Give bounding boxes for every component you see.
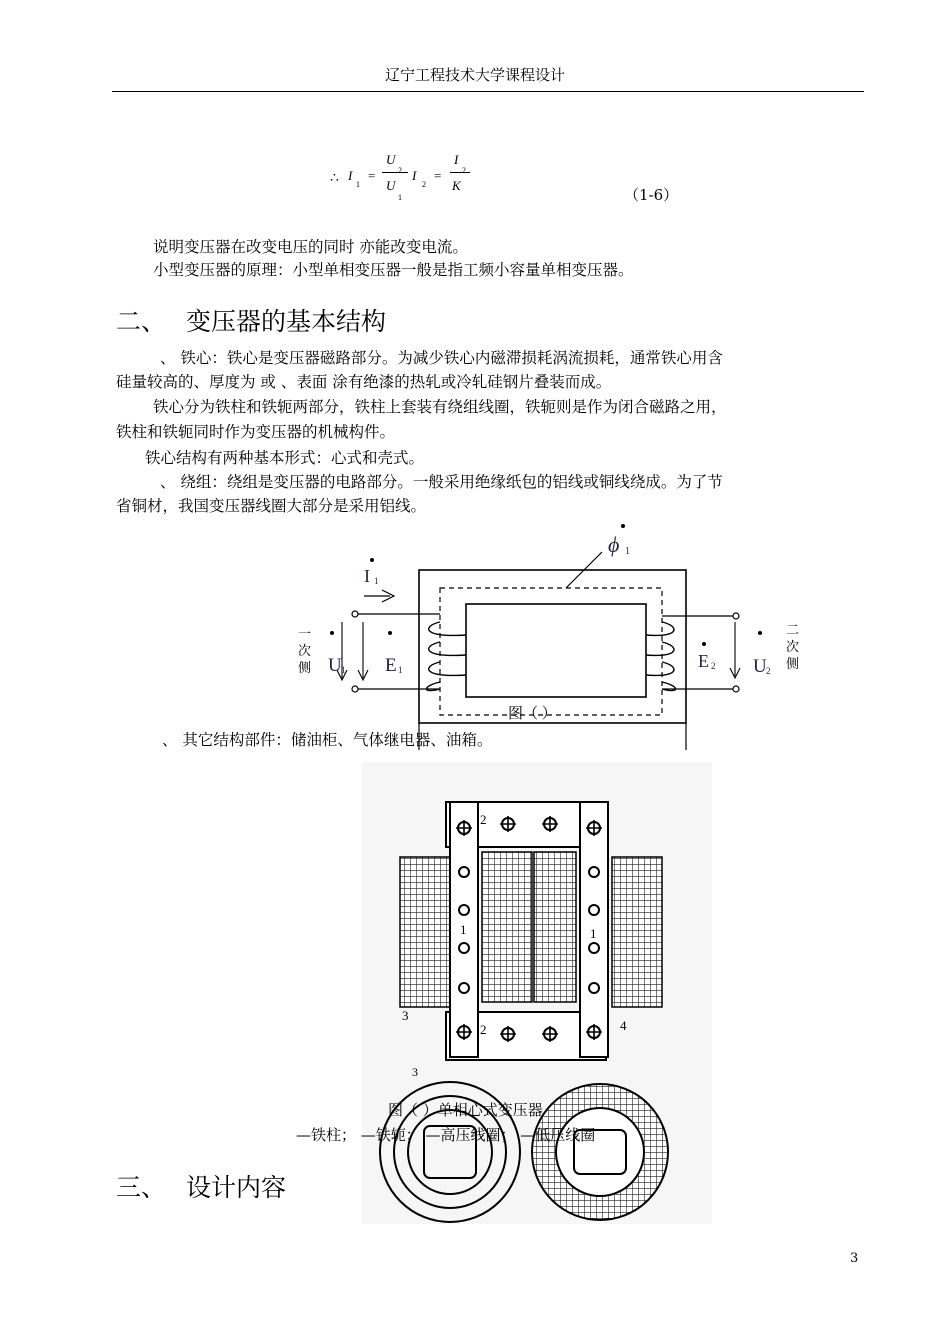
- e2-label: E: [698, 651, 709, 671]
- formula-u1-sub: 1: [398, 193, 402, 202]
- core-paragraph-line-1: 、 铁心：铁心是变压器磁路部分。为减少铁心内磁滞损耗涡流损耗，通常铁心用含: [160, 349, 723, 367]
- formula-i2: I: [412, 168, 417, 183]
- primary-side-char-2: 次: [298, 643, 312, 658]
- middle-right-winding: [534, 852, 576, 1002]
- core-forms-line: 铁心结构有两种基本形式：心式和壳式。: [145, 449, 425, 467]
- running-header: 辽宁工程技术大学课程设计: [384, 66, 565, 84]
- figure2-caption-2: —铁柱； —铁轭； —高压线圈； —低压线圈: [296, 1126, 596, 1144]
- formula-eq2: =: [434, 168, 442, 183]
- core-paragraph-line-4: 铁柱和铁轭同时作为变压器的机械构件。: [116, 423, 396, 441]
- i1-sub: 1: [374, 576, 379, 586]
- secondary-terminal-bottom: [733, 686, 739, 692]
- equation-number: （1-6）: [624, 186, 679, 204]
- formula-u1: U: [386, 178, 396, 193]
- u1-label: U: [328, 655, 342, 676]
- u2-label: U: [753, 656, 767, 677]
- left-outer-winding: [400, 857, 450, 1007]
- label-2-top: 2: [480, 812, 487, 827]
- u2-sub: 2: [766, 666, 771, 676]
- primary-coil: [427, 622, 467, 691]
- secondary-side-char-1: 二: [786, 622, 800, 637]
- primary-side-char-3: 侧: [298, 660, 312, 675]
- label-2-bottom: 2: [480, 1022, 487, 1037]
- phi-label: ϕ: [608, 532, 620, 557]
- phi-dot: [621, 524, 625, 528]
- section-2-number: 二、: [116, 307, 167, 336]
- fraction-bar-2: [450, 172, 470, 173]
- primary-side-char-1: 一: [298, 626, 312, 641]
- formula-i2-sub: 2: [422, 180, 426, 189]
- formula-1-6: [326, 148, 506, 204]
- primary-terminal-bottom: [352, 686, 358, 692]
- formula-i1-sub: 1: [356, 180, 360, 189]
- core-paragraph-line-2: 硅量较高的、厚度为 或 、表面 涂有绝漆的热轧或冷轧硅钢片叠装而成。: [116, 373, 612, 391]
- other-parts-line: 、 其它结构部件：储油柜、气体继电器、油箱。: [162, 731, 493, 749]
- label-3-bottom: 3: [412, 1065, 418, 1079]
- core-transformer-figure: [362, 762, 712, 1224]
- section-2-title: 变压器的基本结构: [186, 307, 387, 336]
- e1-sub: 1: [398, 665, 403, 675]
- core-paragraph-line-3: 铁心分为铁柱和铁轭两部分，铁柱上套装有绕组线圈，铁轭则是作为闭合磁路之用，: [153, 398, 727, 416]
- winding-paragraph-line-2: 省铜材，我国变压器线圈大部分是采用铝线。: [116, 497, 427, 515]
- transformer-principle-diagram: [290, 518, 810, 753]
- current-arrow: [364, 590, 394, 602]
- flux-path-dashed: [440, 588, 662, 715]
- formula-eq1: =: [368, 168, 376, 183]
- secondary-side-char-2: 次: [786, 639, 800, 654]
- primary-terminal-top: [352, 611, 358, 617]
- u1-dot: [330, 631, 334, 635]
- formula-k: K: [452, 178, 461, 193]
- page-number: 3: [850, 1251, 859, 1266]
- u2-arrow: [730, 622, 740, 678]
- core-window-outline: [466, 604, 646, 697]
- label-1-right: 1: [590, 926, 597, 941]
- i1-label: I: [364, 566, 370, 586]
- winding-paragraph-line-1: 、 绕组：绕组是变压器的电路部分。一般采用绝缘纸包的铝线或铜线绕成。为了节: [160, 473, 723, 491]
- fraction-bar-1: [382, 172, 408, 173]
- e1-arrow: [358, 622, 368, 680]
- formula-u2-sub: 2: [398, 166, 402, 175]
- figure2-caption-1: 图（ ）单相心式变压器: [388, 1101, 543, 1119]
- right-cross-section-inner: [556, 1108, 644, 1196]
- paragraph-small-transformer: 小型变压器的原理：小型单相变压器一般是指工频小容量单相变压器。: [153, 261, 634, 279]
- e1-dot: [388, 631, 392, 635]
- secondary-side-char-3: 侧: [786, 656, 800, 671]
- paragraph-current-change: 说明变压器在改变电压的同时 亦能改变电流。: [153, 238, 468, 256]
- e2-sub: 2: [711, 661, 716, 671]
- u1-sub: 1: [341, 665, 346, 675]
- formula-i-num: I: [454, 152, 459, 167]
- e1-label: E: [385, 655, 397, 676]
- middle-left-winding: [482, 852, 532, 1002]
- phi-sub: 1: [625, 546, 630, 557]
- right-outer-winding: [612, 857, 662, 1007]
- therefore-symbol: ∴: [330, 171, 339, 186]
- figure1-caption: 图（ ）: [508, 706, 557, 722]
- label-1-left: 1: [460, 922, 467, 937]
- u2-dot: [758, 631, 762, 635]
- label-3-side: 3: [402, 1008, 409, 1023]
- section-3-number: 三、: [116, 1173, 167, 1202]
- formula-i1: I: [348, 168, 353, 183]
- secondary-coil: [646, 622, 676, 691]
- formula-i-num-sub: 2: [462, 166, 466, 175]
- section-3-title: 设计内容: [186, 1173, 287, 1202]
- formula-u2: U: [386, 152, 396, 167]
- label-4: 4: [620, 1018, 627, 1033]
- header-rule: [112, 91, 864, 92]
- e2-dot: [702, 642, 706, 646]
- secondary-terminal-top: [733, 613, 739, 619]
- i1-dot: [370, 558, 374, 562]
